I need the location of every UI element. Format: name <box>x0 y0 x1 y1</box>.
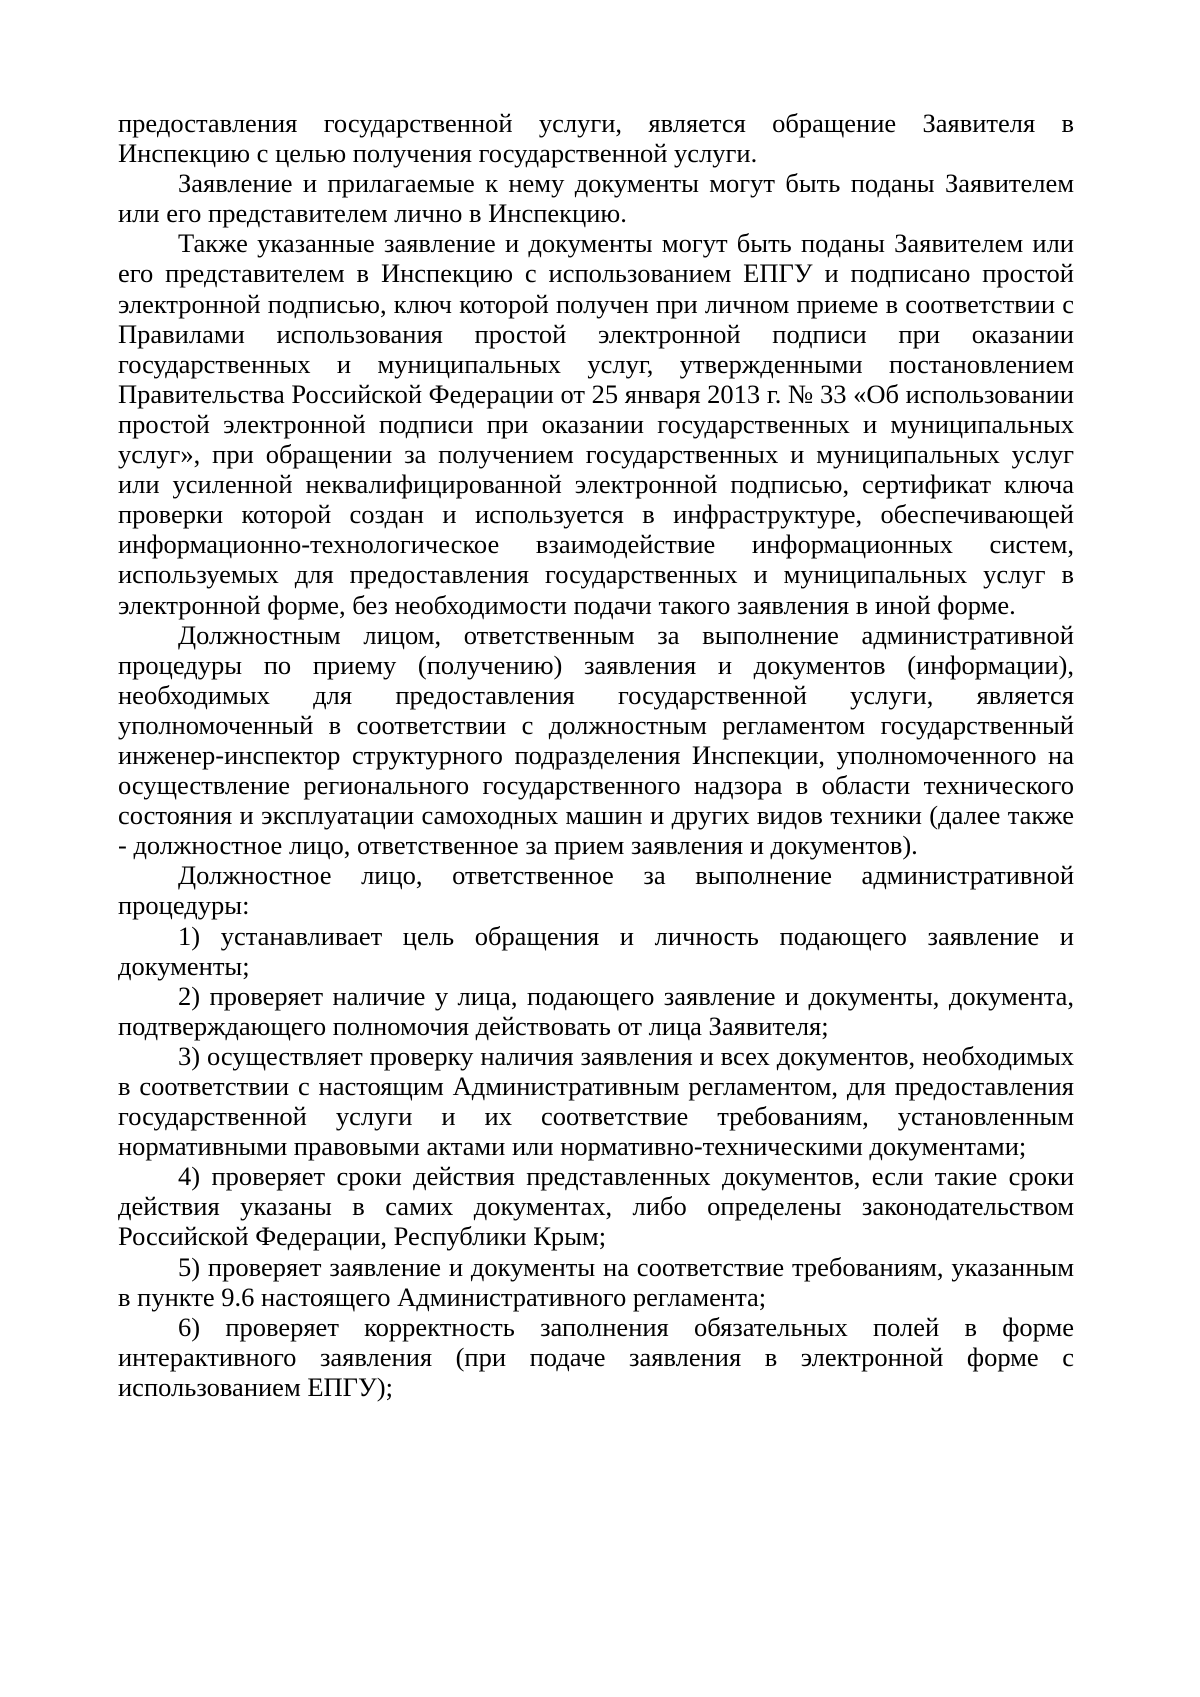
list-item-2: 2) проверяет наличие у лица, подающего заявление и документы, документа, подтверждающего полномочия действовать от лица Заявителя; <box>118 980 1074 1041</box>
list-item-4: 4) проверяет сроки действия представленных документов, если такие сроки действия указаны в самих документах, либо определены законодательством Российской Федерации, Республики Крым; <box>118 1161 1074 1252</box>
paragraph-official-duties-intro: Должностное лицо, ответственное за выполнение административной процедуры: <box>118 860 1074 921</box>
paragraph-submission-in-person: Заявление и прилагаемые к нему документы могут быть поданы Заявителем или его представителем лично в Инспекцию. <box>118 168 1074 229</box>
paragraph-submission-epgu: Также указанные заявление и документы могут быть поданы Заявителем или его представителем в Инспекцию с использованием ЕПГУ и подписано простой электронной подписью, ключ которой получен при личном приеме в соответствии с Правилами использования простой электронной подписи при оказании государственных и муниципальных услуг, утвержденными постановлением Правительства Российской Федерации от 25 января 2013 г. № 33 «Об использовании простой электронной подписи при оказании государственных и муниципальных услуг», при обращении за получением государственных и муниципальных услуг или усиленной неквалифицированной электронной подписью, сертификат ключа проверки которой создан и используется в инфраструктуре, обеспечивающей информационно-технологическое взаимодействие информационных систем, используемых для предоставления государственных и муниципальных услуг в электронной форме, без необходимости подачи такого заявления в иной форме. <box>118 228 1074 620</box>
document-page <box>118 108 1074 1402</box>
paragraph-responsible-official: Должностным лицом, ответственным за выполнение административной процедуры по приему (получению) заявления и документов (информации), необходимых для предоставления государственной услуги, является уполномоченный в соответствии с должностным регламентом государственный инженер-инспектор структурного подразделения Инспекции, уполномоченного на осуществление регионального государственного надзора в области технического состояния и эксплуатации самоходных машин и других видов техники (далее также - должностное лицо, ответственное за прием заявления и документов). <box>118 619 1074 861</box>
paragraph-continuation: предоставления государственной услуги, является обращение Заявителя в Инспекцию с целью получения государственной услуги. <box>118 108 1074 169</box>
list-item-1: 1) устанавливает цель обращения и личность подающего заявление и документы; <box>118 920 1074 981</box>
list-item-5: 5) проверяет заявление и документы на соответствие требованиям, указанным в пункте 9.6 настоящего Административного регламента; <box>118 1251 1074 1312</box>
list-item-6: 6) проверяет корректность заполнения обязательных полей в форме интерактивного заявления (при подаче заявления в электронной форме с использованием ЕПГУ); <box>118 1311 1074 1402</box>
list-item-3: 3) осуществляет проверку наличия заявления и всех документов, необходимых в соответствии с настоящим Административным регламентом, для предоставления государственной услуги и их соответствие требованиям, установленным нормативными правовыми актами или нормативно-техническими документами; <box>118 1040 1074 1162</box>
